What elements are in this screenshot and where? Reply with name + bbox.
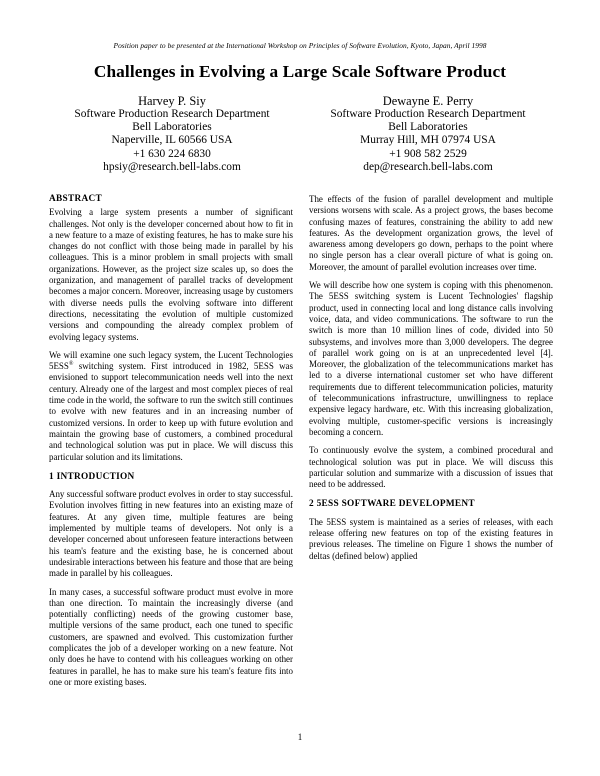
author-phone: +1 630 224 6830 — [133, 147, 211, 160]
right-column — [309, 194, 553, 569]
body-paragraph: In many cases, a successful software product must evolve in more than one direction. To maintain the increasingly diverse (and potentially conflicting) needs of the growing customer base, multiple versions of the same product, each one tuned to specific customers, are spawned and evolved. This customization further complicates the job of a developer working on a new feature. Not only does he have to contend with his colleagues working on other features in parallel, he has to make sure his team's feature fits into one or more existing bases. — [49, 586, 293, 687]
abstract-paragraph: Evolving a large system presents a number of significant challenges. Not only is the developer concerned about how to fit in a new feature to a maze of existing features, he has to make sure his changes do not conflict with those being made in parallel by his colleagues. This is a minor problem in small projects with small organizations. However, as the project size scales up, so does the organization, and management of parallel tracks of development becomes a major concern. Moreover, increasing usage by customers with diverse needs pulls the evolving software into different directions, necessitating the evolution of multiple customized versions and compounding the already complex problem of evolving legacy systems. — [49, 207, 293, 342]
author-phone: +1 908 582 2529 — [389, 147, 467, 160]
body-paragraph: The 5ESS system is maintained as a series of releases, with each release offering new features on top of the existing features in previous releases. The timeline on Figure 1 shows the number of deltas (defined below) applied — [309, 516, 553, 561]
body-paragraph: The effects of the fusion of parallel development and multiple versions worsens with scale. As a project grows, the bases become confusing mazes of features, constraining the ability to add new features. As the development organization grows, the level of awareness among developers go down, perhaps to the point where no single person has a clear overall picture of what is going on. Moreover, the amount of parallel evolution increases over time. — [309, 194, 553, 272]
author-org: Bell Laboratories — [388, 121, 468, 134]
author-org: Bell Laboratories — [132, 121, 212, 134]
left-column — [49, 194, 293, 695]
header-note: Position paper to be presented at the International Workshop on Principles of Software Evolution, Kyoto, Japan, April 1998 — [113, 41, 487, 50]
author-block-siy — [42, 94, 302, 174]
author-email: dep@research.bell-labs.com — [363, 160, 493, 173]
page-number: 1 — [297, 732, 303, 742]
author-name: Dewayne E. Perry — [382, 94, 474, 108]
abstract-heading: ABSTRACT — [49, 194, 103, 204]
author-email: hpsiy@research.bell-labs.com — [103, 160, 241, 173]
author-department: Software Production Research Department — [330, 108, 526, 120]
author-department: Software Production Research Department — [74, 108, 270, 120]
body-paragraph: We will describe how one system is coping with this phenomenon. The 5ESS switching system is Lucent Technologies' flagship product, used in connecting local and long distance calls involving voice, data, and video communications. The software to run the switch is more than 10 million lines of code, divided into 50 subsystems, and involves more than 3,000 developers. The degree of parallel work going on is at an unprecedented level [4]. Moreover, the globalization of the telecommunications market has led to a diverse international customer set who have different requirements due to different telecommunication policies, maturity of telecommunications infrastructure, unwillingness to replace expensive legacy hardware, etc. With this increasing globalization, evolving multiple, customer-specific versions is increasingly becoming a concern. — [309, 280, 553, 437]
registered-mark: ® — [68, 361, 74, 368]
author-address: Murray Hill, MH 07974 USA — [360, 134, 496, 147]
abstract-paragraph — [49, 350, 293, 463]
body-paragraph: Any successful software product evolves in order to stay successful. Evolution involves fitting in new features into an existing maze of features. At any given time, multiple features are being implemented by multiple teams of developers. Not only is a developer concerned about unforeseen feature interactions between his team's feature and the existing base, he is concerned about undesirable interactions between his feature and those that are being made in parallel by his colleagues. — [49, 489, 293, 579]
section-heading-5ess: 2 5ESS SOFTWARE DEVELOPMENT — [309, 499, 475, 510]
author-address: Naperville, IL 60566 USA — [111, 134, 233, 147]
author-block-perry — [298, 94, 558, 174]
author-name: Harvey P. Siy — [138, 94, 206, 108]
abstract-text: We will examine one such legacy system, the Lucent Technologies 5ESS — [49, 349, 293, 372]
abstract-text: switching system. First introduced in 1982, 5ESS was envisioned to support telecommunication needs well into the next century. Already one of the largest and most complex pieces of real time code in the world, the software to run the switch still continues to evolve with new features and in an increasing number of customized versions. In order to keep up with future evolution and maintain the growing base of customers, a combined procedural and technological solution was put in place. We will discuss this particular solution and its limitations. — [49, 361, 293, 462]
section-heading-introduction: 1 INTRODUCTION — [49, 471, 135, 482]
body-paragraph: To continuously evolve the system, a combined procedural and technological solution was put in place. We will discuss this particular solution and summarize with a discussion of issues that need to be addressed. — [309, 445, 553, 490]
paper-title: Challenges in Evolving a Large Scale Software Product — [93, 62, 507, 81]
